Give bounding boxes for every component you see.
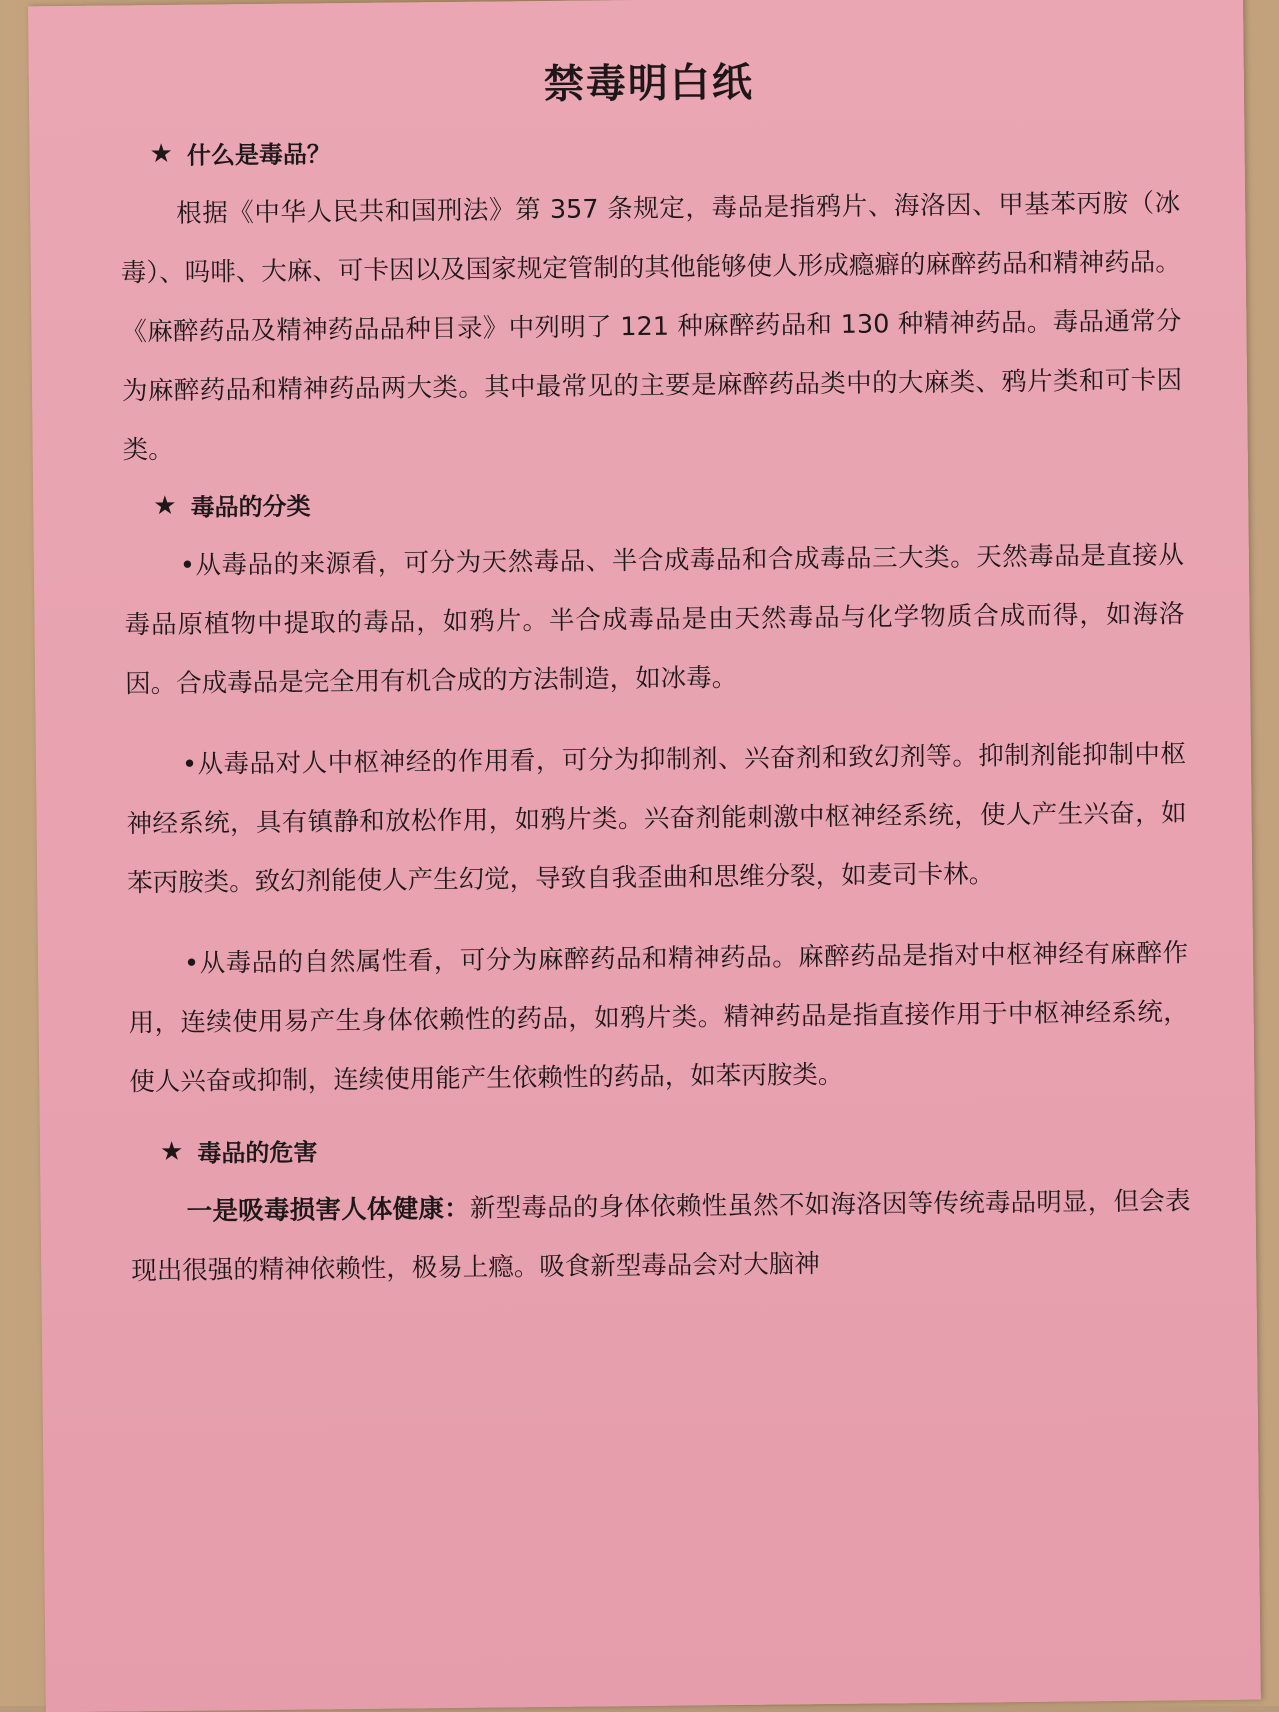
bullet-paragraph: •从毒品的自然属性看，可分为麻醉药品和精神药品。麻醉药品是指对中枢神经有麻醉作用，连续使用易产生身体依赖性的药品，如鸦片类。精神药品是指直接作用于中枢神经系统，使人兴奋或抑制，连续使用能产生依赖性的药品，如苯丙胺类。 xyxy=(128,938,1189,1098)
section-drug-harms xyxy=(130,1123,1192,1301)
section-heading xyxy=(153,477,1183,523)
star-icon: ★ xyxy=(153,490,177,521)
paper-sheet xyxy=(28,0,1261,1712)
paragraph-text: 新型毒品的身体依赖性虽然不如海洛因等传统毒品明显，但会表现出很强的精神依赖性，极易上瘾。吸食新型毒品会对大脑神 xyxy=(131,1186,1191,1287)
section-heading-text: 毒品的分类 xyxy=(190,492,311,522)
section-heading-text: 什么是毒品？ xyxy=(186,140,332,170)
paragraph xyxy=(130,1172,1191,1301)
section-heading xyxy=(160,1123,1190,1169)
star-icon: ★ xyxy=(149,138,174,169)
document-title: 禁毒明白纸 xyxy=(543,59,755,108)
section-heading-text: 毒品的危害 xyxy=(197,1138,318,1168)
paragraph-lead: 一是吸毒损害人体健康： xyxy=(186,1193,471,1227)
star-icon: ★ xyxy=(159,1136,184,1167)
bullet-paragraph: •从毒品的来源看，可分为天然毒品、半合成毒品和合成毒品三大类。天然毒品是直接从毒品原植物中提取的毒品，如鸦片。半合成毒品是由天然毒品与化学物质合成而得，如海洛因。合成毒品是完全用有机合成的方法制造，如冰毒。 xyxy=(124,540,1185,700)
document-content xyxy=(118,34,1191,1307)
paragraph: 根据《中华人民共和国刑法》第 357 条规定，毒品是指鸦片、海洛因、甲基苯丙胺（冰毒）、吗啡、大麻、可卡因以及国家规定管制的其他能够使人形成瘾癖的麻醉药品和精神药品。《麻醉药品及精神药品品种目录》中列明了 121 种麻醉药品和 130 种精神药品。毒品通常分为麻醉药品和精神药品两大类。其中最常见的主要是麻醉药品类中的大麻类、鸦片类和可卡因类。 xyxy=(120,188,1183,466)
bullet-paragraph: •从毒品对人中枢神经的作用看，可分为抑制剂、兴奋剂和致幻剂等。抑制剂能抑制中枢神经系统，具有镇静和放松作用，如鸦片类。兴奋剂能刺激中枢神经系统，使人产生兴奋，如苯丙胺类。致幻剂能使人产生幻觉，导致自我歪曲和思维分裂，如麦司卡林。 xyxy=(126,739,1187,899)
section-heading xyxy=(149,125,1179,171)
section-what-is-drugs xyxy=(119,125,1183,480)
section-drug-categories xyxy=(123,477,1189,1112)
